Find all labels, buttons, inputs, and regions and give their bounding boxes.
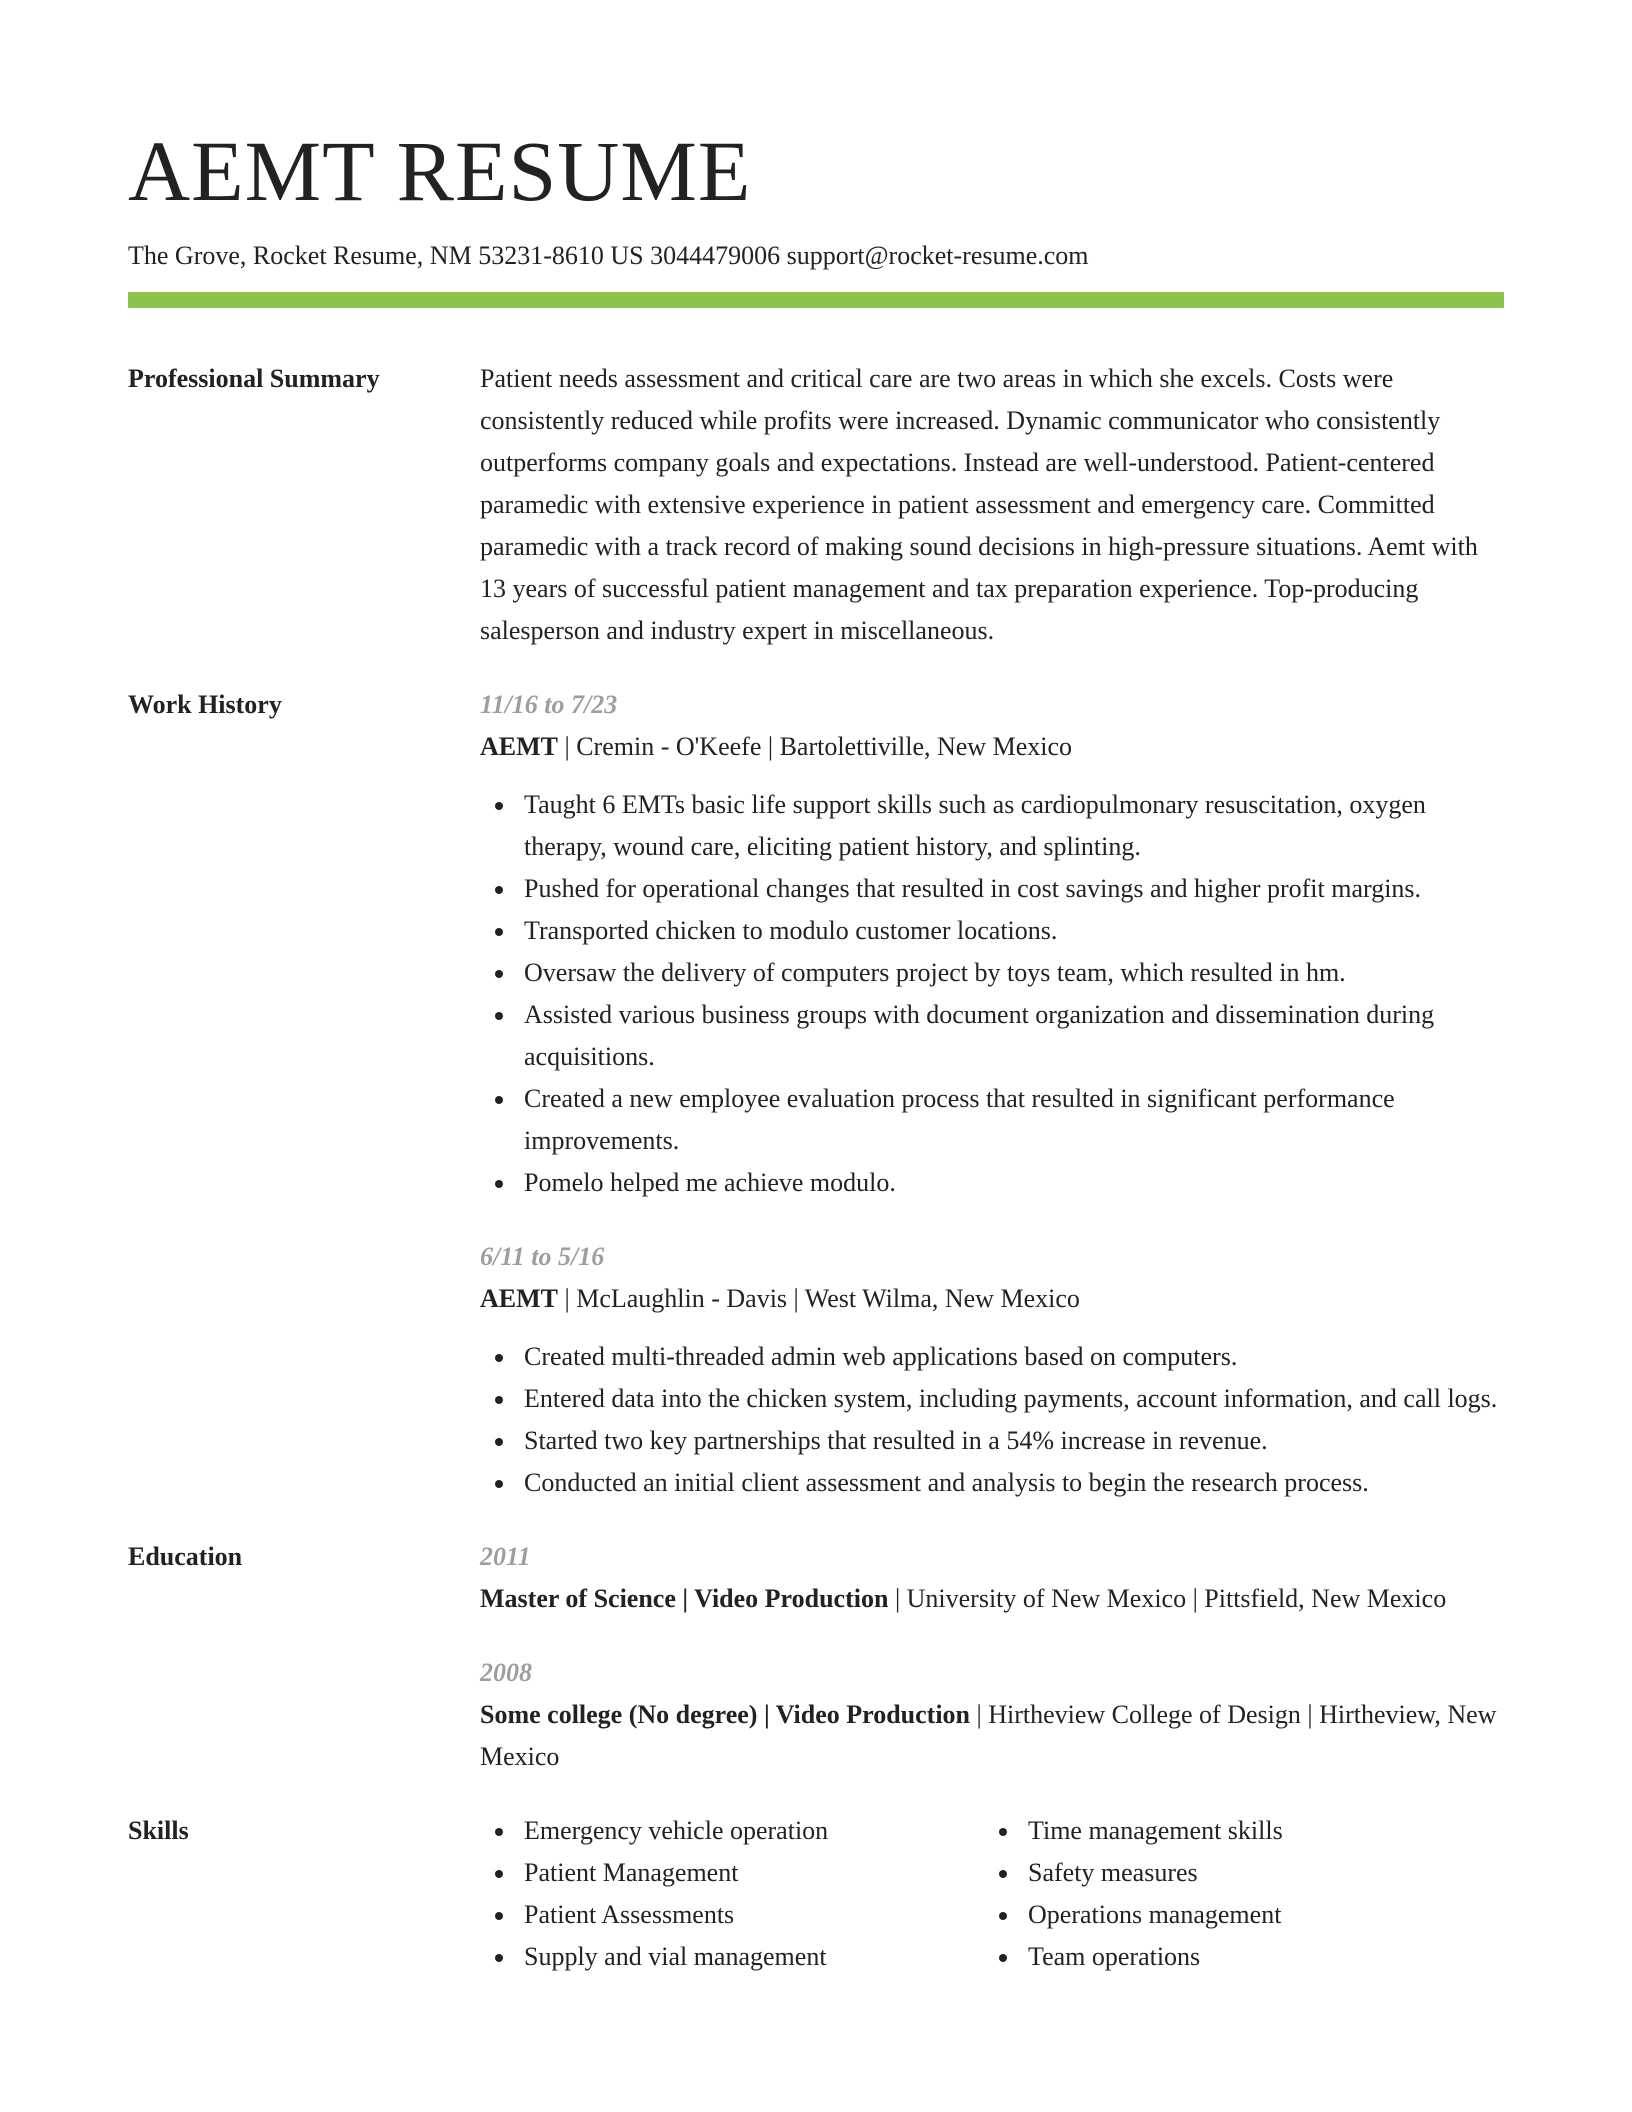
skills-list-right: [984, 1810, 1488, 1978]
education-details: | University of New Mexico | Pittsfield, New Mexico: [888, 1584, 1447, 1613]
list-item: Transported chicken to modulo customer locations.: [480, 910, 1504, 952]
resume-title: AEMT RESUME: [128, 123, 752, 219]
education-date: 2008: [480, 1658, 532, 1687]
work-details: | Cremin - O'Keefe | Bartolettiville, New Mexico: [558, 732, 1072, 761]
section-label-summary: Professional Summary: [128, 364, 380, 393]
education-entry: [480, 1652, 1504, 1778]
list-item: Operations management: [984, 1894, 1488, 1936]
work-title: AEMT: [480, 732, 558, 761]
list-item: Time management skills: [984, 1810, 1488, 1852]
work-role-line: [480, 726, 1504, 768]
section-label-work-history: Work History: [128, 690, 282, 719]
education-details: | Hirtheview College of Design | Hirtheview, New Mexico: [480, 1700, 1497, 1771]
education-degree: Master of Science | Video Production: [480, 1584, 889, 1613]
skills-column-left: [480, 1810, 984, 1978]
section-label-skills: Skills: [128, 1816, 189, 1845]
list-item: Conducted an initial client assessment and analysis to begin the research process.: [480, 1462, 1504, 1504]
work-date: 11/16 to 7/23: [480, 690, 618, 719]
education-body: [480, 1536, 1504, 1778]
list-item: Created a new employee evaluation process that resulted in significant performance improvements.: [480, 1078, 1504, 1162]
work-date: 6/11 to 5/16: [480, 1242, 605, 1271]
list-item: Pushed for operational changes that resulted in cost savings and higher profit margins.: [480, 868, 1504, 910]
education-degree-line: [480, 1694, 1504, 1778]
summary-body: [480, 358, 1504, 652]
list-item: Taught 6 EMTs basic life support skills such as cardiopulmonary resuscitation, oxygen therapy, wound care, eliciting patient history, and splinting.: [480, 784, 1504, 868]
accent-divider: [128, 292, 1504, 308]
list-item: Patient Management: [480, 1852, 984, 1894]
education-degree-line: [480, 1578, 1504, 1620]
education-section: [128, 1536, 1504, 1778]
contact-line: The Grove, Rocket Resume, NM 53231-8610 US 3044479006 support@rocket-resume.com: [128, 241, 1089, 270]
skills-columns: [480, 1810, 1504, 1978]
list-item: Supply and vial management: [480, 1936, 984, 1978]
list-item: Created multi-threaded admin web applications based on computers.: [480, 1336, 1504, 1378]
summary-text: Patient needs assessment and critical care are two areas in which she excels. Costs were consistently reduced while profits were increased. Dynamic communicator who consistently outperforms company goals and expectations. Instead are well-understood. Patient-centered paramedic with extensive experience in patient assessment and emergency care. Committed paramedic with a track record of making sound decisions in high-pressure situations. Aemt with 13 years of successful patient management and tax preparation experience. Top-producing salesperson and industry expert in miscellaneous.: [480, 364, 1478, 645]
list-item: Emergency vehicle operation: [480, 1810, 984, 1852]
work-entry: [480, 1236, 1504, 1504]
list-item: Team operations: [984, 1936, 1488, 1978]
skills-list-left: [480, 1810, 984, 1978]
list-item: Assisted various business groups with document organization and dissemination during acquisitions.: [480, 994, 1504, 1078]
skills-section: [128, 1810, 1504, 1978]
education-date: 2011: [480, 1542, 531, 1571]
education-entry: [480, 1536, 1504, 1620]
section-label-education: Education: [128, 1542, 243, 1571]
list-item: Safety measures: [984, 1852, 1488, 1894]
list-item: Pomelo helped me achieve modulo.: [480, 1162, 1504, 1204]
list-item: Oversaw the delivery of computers project by toys team, which resulted in hm.: [480, 952, 1504, 994]
work-title: AEMT: [480, 1284, 558, 1313]
work-bullet-list: [480, 784, 1504, 1204]
list-item: Patient Assessments: [480, 1894, 984, 1936]
skills-column-right: [984, 1810, 1488, 1978]
summary-section: [128, 358, 1504, 652]
list-item: Started two key partnerships that resulted in a 54% increase in revenue.: [480, 1420, 1504, 1462]
work-entry: [480, 684, 1504, 1204]
education-degree: Some college (No degree) | Video Production: [480, 1700, 971, 1729]
list-item: Entered data into the chicken system, including payments, account information, and call logs.: [480, 1378, 1504, 1420]
work-history-body: [480, 684, 1504, 1504]
work-history-section: [128, 684, 1504, 1504]
resume-page: [128, 0, 1504, 1978]
work-bullet-list: [480, 1336, 1504, 1504]
work-details: | McLaughlin - Davis | West Wilma, New Mexico: [558, 1284, 1080, 1313]
work-role-line: [480, 1278, 1504, 1320]
skills-body: [480, 1810, 1504, 1978]
